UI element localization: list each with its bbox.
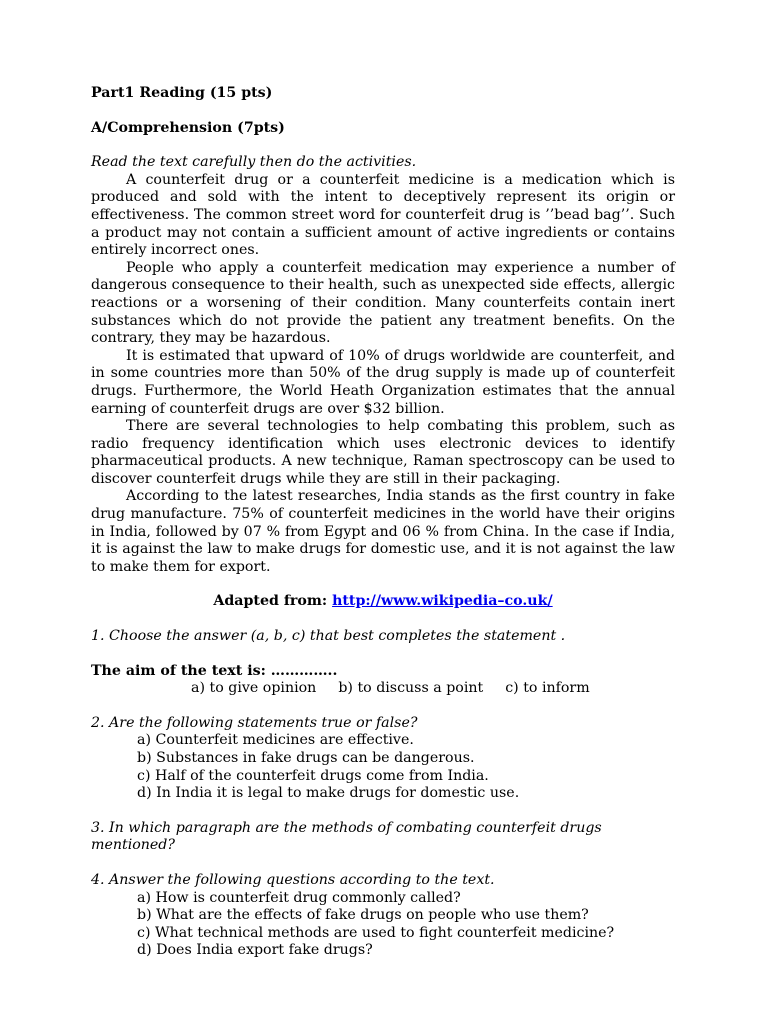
paragraph-2: People who apply a counterfeit medication may experience a number of dangerous consequence to their health, such as unexpected side effects, allergic reactions or a worsening of their condition. Many counterfeits contain inert substances which do not provide the patient any treatment benefits. On the contrary, they may be hazardous.	[91, 259, 675, 347]
question-4-prompt: 4. Answer the following questions according to the text.	[91, 871, 495, 888]
question-1-options	[191, 680, 675, 698]
paragraph-3: It is estimated that upward of 10% of drugs worldwide are counterfeit, and in some countries more than 50% of the drug supply is made up of counterfeit drugs. Furthermore, the World Heath Organization estimates that the annual earning of counterfeit drugs are over $32 billion.	[91, 347, 675, 417]
section-title: A/Comprehension (7pts)	[91, 119, 285, 136]
question-2-prompt: 2. Are the following statements true or false?	[91, 714, 418, 731]
question-3-prompt: 3. In which paragraph are the methods of combating counterfeit drugs mentioned?	[91, 819, 602, 854]
question-2-item-b: b) Substances in fake drugs can be dangerous.	[137, 750, 475, 766]
question-4-item-c: c) What technical methods are used to fight counterfeit medicine?	[137, 924, 615, 941]
document-content	[91, 85, 675, 960]
reading-instruction: Read the text carefully then do the activities.	[91, 154, 417, 171]
question-2-item-c: c) Half of the counterfeit drugs come from India.	[137, 767, 489, 784]
question-4-item-a: a) How is counterfeit drug commonly called?	[137, 889, 461, 906]
question-2-item-d: d) In India it is legal to make drugs for domestic use.	[137, 785, 520, 802]
source-link[interactable]: http://www.wikipedia–co.uk/	[332, 593, 553, 610]
option-b: b) to discuss a point	[338, 680, 484, 697]
spacer	[91, 803, 675, 820]
paragraph-4: There are several technologies to help combating this problem, such as radio frequency identification which uses electronic devices to identify pharmaceutical products. A new technique, Raman spectroscopy can be used to discover counterfeit drugs while they are still in their packaging.	[91, 418, 675, 487]
paragraph-5: According to the latest researches, India stands as the first country in fake drug manufacture. 75% of counterfeit medicines in the world have their origins in India, followed by 07 % from Egypt and 06 % from China. In the case if India, it is against the law to make drugs for domestic use, and it is not against the law to make them for export.	[91, 488, 675, 575]
source-label: Adapted from:	[213, 593, 333, 610]
question-1-prompt: 1. Choose the answer (a, b, c) that best completes the statement .	[91, 628, 566, 645]
option-a: a) to give opinion	[191, 680, 317, 697]
question-4-item-d: d) Does India export fake drugs?	[137, 942, 373, 959]
spacer	[91, 698, 675, 715]
spacer	[91, 855, 675, 872]
spacer	[91, 646, 675, 663]
question-4-item-b: b) What are the effects of fake drugs on people who use them?	[137, 907, 589, 924]
source-citation	[91, 593, 675, 611]
question-2-item-a: a) Counterfeit medicines are effective.	[137, 732, 414, 749]
option-c: c) to inform	[505, 680, 590, 697]
question-1-stem: The aim of the text is: …………..	[91, 662, 338, 679]
paragraph-1: A counterfeit drug or a counterfeit medicine is a medication which is produced and sold with the intent to deceptively represent its origin or effectiveness. The common street word for counterfeit drug is ’’bead bag’’. Such a product may not contain a sufficient amount of active ingredients or contains entirely incorrect ones.	[91, 171, 675, 259]
part-title: Part1 Reading (15 pts)	[91, 85, 273, 101]
